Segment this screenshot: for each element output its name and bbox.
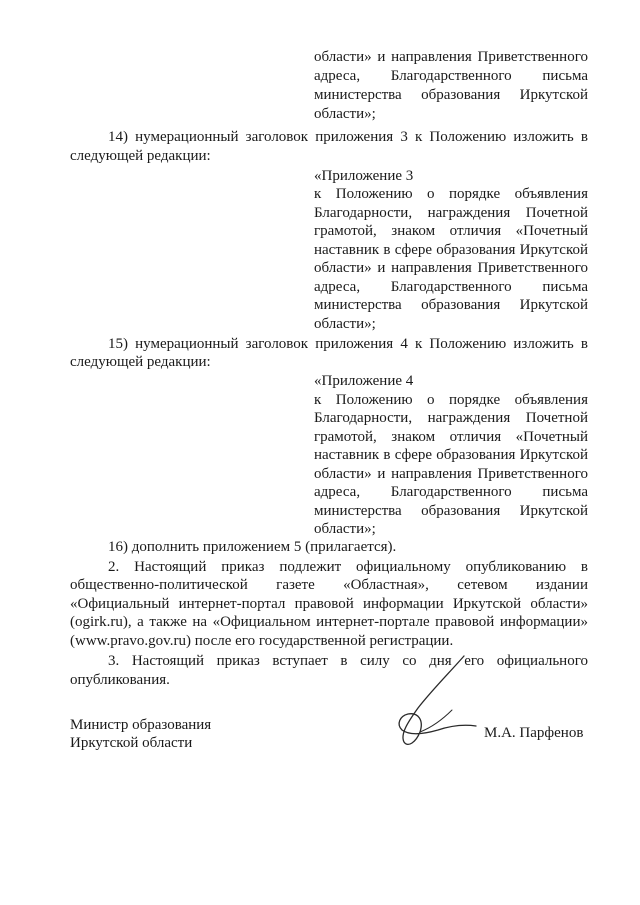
handwritten-signature [380,650,490,750]
text-line: общественно-политической газете «Областная», сетевом издании [70,577,588,593]
text-line: области»; [314,316,376,332]
text-line: Благодарности, награждения Почетной [314,205,588,221]
item-16: 16) дополнить приложением 5 (прилагается). [108,539,397,555]
text-line: области»; [314,521,376,537]
item-15: 15) нумерационный заголовок приложения 4 к Положению изложить в [108,336,588,352]
text-line: министерства образования Иркутской [314,503,588,519]
text-line: (ogirk.ru), а также на «Официальном интернет-портале правовой информации» [70,614,588,630]
signatory-position: Министр образования [70,717,212,733]
text-line: Благодарности, награждения Почетной [314,410,588,426]
signatory-region: Иркутской области [70,735,193,751]
text-line: области» и направления Приветственного [314,260,588,276]
text-line: области»; [314,106,376,122]
appendix-3-title: «Приложение 3 [314,168,414,184]
text-line: (www.pravo.gov.ru) после его государственной регистрации. [70,633,454,649]
text-line: к Положению о порядке объявления [314,392,588,408]
text-line: к Положению о порядке объявления [314,186,588,202]
text-line: грамотой, знаком отличия «Почетный [314,429,588,445]
text-line: следующей редакции: [70,148,211,164]
text-line: «Официальный интернет-портал правовой информации Иркутской области» [70,596,588,612]
appendix-4-title: «Приложение 4 [314,373,414,389]
point-3: 3. Настоящий приказ вступает в силу со дня его официального [108,653,588,669]
signatory-name: М.А. Парфенов [484,725,584,741]
text-line: области» и направления Приветственного [314,466,588,482]
text-line: грамотой, знаком отличия «Почетный [314,223,588,239]
text-line: адреса, Благодарственного письма [314,279,588,295]
text-line: следующей редакции: [70,354,211,370]
text-line: министерства образования Иркутской [314,297,588,313]
text-line: области» и направления Приветственного [314,49,588,65]
point-2: 2. Настоящий приказ подлежит официальному опубликованию в [108,559,588,575]
text-line: опубликования. [70,672,170,688]
text-line: адреса, Благодарственного письма [314,484,588,500]
text-line: наставник в сфере образования Иркутской [314,242,588,258]
text-line: министерства образования Иркутской [314,87,588,103]
text-line: наставник в сфере образования Иркутской [314,447,588,463]
item-14: 14) нумерационный заголовок приложения 3 к Положению изложить в [108,129,588,145]
text-line: адреса, Благодарственного письма [314,68,588,84]
